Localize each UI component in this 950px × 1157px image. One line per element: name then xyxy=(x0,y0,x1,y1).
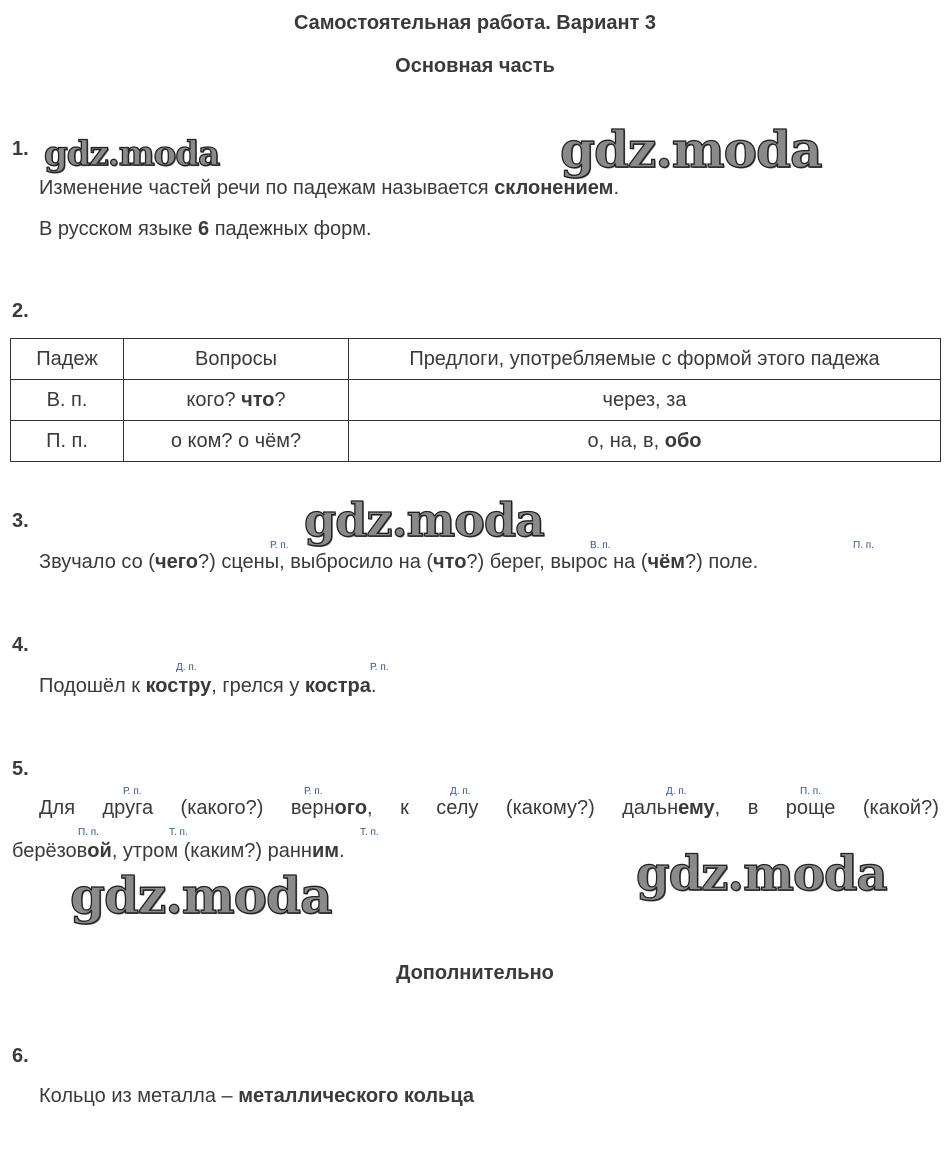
text: к xyxy=(400,797,409,819)
text: (какой?) xyxy=(862,797,939,819)
case-mark: Т. п. xyxy=(360,827,379,838)
task-number: 5. xyxy=(12,758,29,780)
text: ? xyxy=(274,388,286,411)
text: ?) сцены, выбросило на ( xyxy=(197,551,434,573)
watermark-logo: gdz.moda xyxy=(560,120,822,179)
text: , грелся у xyxy=(211,675,305,697)
text: через, за xyxy=(602,388,687,411)
table-cell: В. п. xyxy=(11,380,124,421)
text: роще xyxy=(785,797,836,819)
task5-line2 xyxy=(12,840,345,863)
word xyxy=(291,797,373,820)
answer: чего xyxy=(154,551,198,573)
table-header-row xyxy=(11,339,941,380)
case-mark: П. п. xyxy=(78,827,99,838)
answer: 6 xyxy=(198,218,210,240)
text: (какому?) xyxy=(505,797,595,819)
watermark-logo: gdz.moda xyxy=(304,493,544,547)
answer: ой xyxy=(87,840,112,862)
case-mark: В. п. xyxy=(590,540,611,551)
table-cell: П. п. xyxy=(11,421,124,462)
text: берёзов xyxy=(12,840,88,862)
text: Кольцо из металла – xyxy=(39,1085,239,1107)
table-row xyxy=(11,421,941,462)
text: , xyxy=(714,797,721,819)
case-mark: П. п. xyxy=(853,540,874,551)
text: Подошёл к xyxy=(39,675,146,697)
task4-sentence xyxy=(39,675,376,698)
case-mark: Р. п. xyxy=(123,786,142,797)
text: , утром (каким?) ранн xyxy=(111,840,312,862)
section-title: Основная часть xyxy=(395,55,555,77)
answer: ого xyxy=(334,797,368,819)
case-mark: Р. п. xyxy=(270,540,289,551)
table-header: Вопросы xyxy=(124,339,349,380)
answer: чём xyxy=(647,551,686,573)
table-header: Предлоги, употребляемые с формой этого падежа xyxy=(349,339,941,380)
task1-line2 xyxy=(39,218,372,241)
task-number: 2. xyxy=(12,300,29,322)
task-number: 6. xyxy=(12,1045,29,1067)
text: Для xyxy=(39,797,76,819)
text: , xyxy=(367,797,373,819)
text: друга xyxy=(102,797,154,819)
text: Звучало со ( xyxy=(39,551,155,573)
table-cell xyxy=(124,380,349,421)
text: селу xyxy=(436,797,479,819)
table-cell xyxy=(349,380,941,421)
answer: металлического кольца xyxy=(238,1085,475,1107)
table-cell xyxy=(124,421,349,462)
task5-line1 xyxy=(39,797,939,820)
case-mark: Р. п. xyxy=(370,662,389,673)
cases-table xyxy=(10,338,941,462)
task1-line1 xyxy=(39,177,619,200)
task3-sentence xyxy=(39,551,758,574)
section-title: Дополнительно xyxy=(396,962,554,984)
text: о ком? о чём? xyxy=(170,429,302,452)
page-title: Самостоятельная работа. Вариант 3 xyxy=(293,12,657,34)
answer: что xyxy=(241,388,275,411)
text: В русском языке xyxy=(39,218,199,240)
text: ?) берег, вырос на ( xyxy=(466,551,648,573)
task6-line xyxy=(39,1085,474,1108)
watermark-logo: gdz.moda xyxy=(636,846,887,902)
answer: костра xyxy=(304,675,371,697)
task-number: 3. xyxy=(12,510,29,532)
case-mark: Д. п. xyxy=(666,786,687,797)
text: в xyxy=(747,797,759,819)
table-cell xyxy=(349,421,941,462)
text: . xyxy=(613,177,620,199)
text: о, на, в, xyxy=(587,429,665,452)
text: . xyxy=(370,675,377,697)
watermark-logo: gdz.moda xyxy=(44,134,220,174)
case-mark: Т. п. xyxy=(169,827,188,838)
case-mark: П. п. xyxy=(800,786,821,797)
task-number: 1. xyxy=(12,138,29,160)
text: кого? xyxy=(186,388,242,411)
answer: ему xyxy=(678,797,715,819)
answer: обо xyxy=(664,429,702,452)
text: ?) поле. xyxy=(685,551,759,573)
case-mark: Д. п. xyxy=(450,786,471,797)
text: (какого?) xyxy=(180,797,264,819)
word xyxy=(622,797,720,820)
text: Изменение частей речи по падежам называется xyxy=(39,177,495,199)
watermark-logo: gdz.moda xyxy=(70,866,332,925)
text: . xyxy=(339,840,345,862)
text: верн xyxy=(290,797,335,819)
answer: костру xyxy=(145,675,212,697)
answer: склонением xyxy=(494,177,614,199)
text: падежных форм. xyxy=(209,218,372,240)
answer: что xyxy=(433,551,467,573)
task-number: 4. xyxy=(12,634,29,656)
table-row xyxy=(11,380,941,421)
answer: им xyxy=(311,840,340,862)
case-mark: Р. п. xyxy=(304,786,323,797)
case-mark: Д. п. xyxy=(176,662,197,673)
text: дальн xyxy=(622,797,679,819)
table-header: Падеж xyxy=(11,339,124,380)
